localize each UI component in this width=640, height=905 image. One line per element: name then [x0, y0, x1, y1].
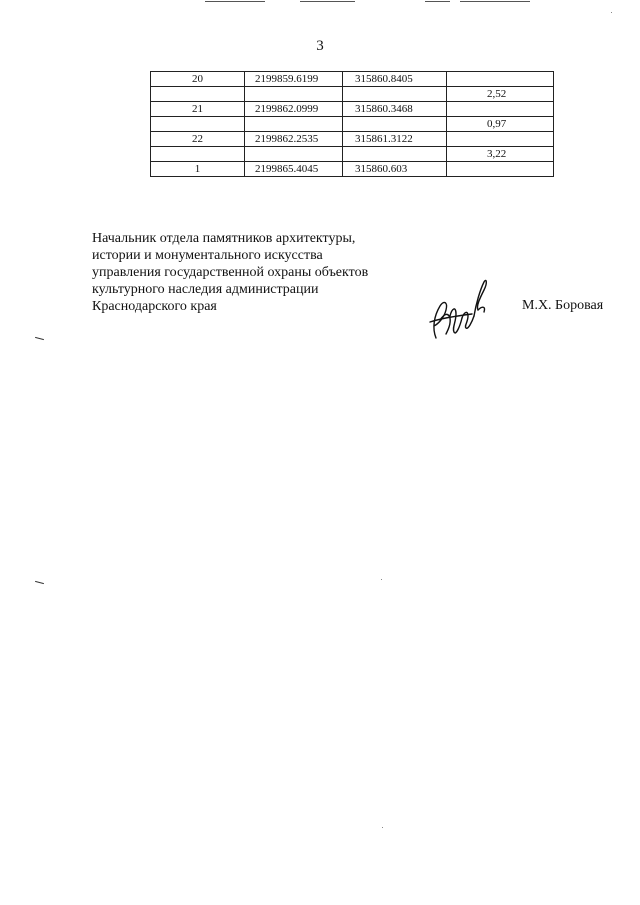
point-number-cell [151, 117, 245, 132]
signatory-position [92, 230, 412, 315]
x-coordinate-cell [245, 87, 343, 102]
page-number: 3 [316, 38, 324, 54]
position-line: Краснодарского края [92, 299, 217, 314]
distance-cell: 3,22 [447, 147, 554, 162]
distance-cell: 0,97 [447, 117, 554, 132]
y-coordinate-cell: 315860.8405 [343, 72, 447, 87]
x-coordinate-cell [245, 117, 343, 132]
x-coordinate-cell: 2199865.4045 [245, 162, 343, 177]
x-coordinate-cell [245, 147, 343, 162]
scan-speck [611, 12, 612, 13]
punch-hole-mark [35, 337, 44, 340]
signer-name: М.Х. Боровая [522, 298, 604, 313]
point-number-cell: 20 [151, 72, 245, 87]
scan-speck [382, 827, 383, 828]
table-row [151, 72, 554, 87]
point-number-cell: 21 [151, 102, 245, 117]
distance-cell [447, 72, 554, 87]
position-line: истории и монументального искусства [92, 248, 323, 263]
scan-speck [381, 579, 382, 580]
distance-cell [447, 162, 554, 177]
position-line: Начальник отдела памятников архитектуры, [92, 231, 356, 246]
position-line: управления государственной охраны объектов [92, 265, 369, 280]
distance-cell: 2,52 [447, 87, 554, 102]
y-coordinate-cell: 315860.603 [343, 162, 447, 177]
distance-cell [447, 102, 554, 117]
y-coordinate-cell [343, 87, 447, 102]
x-coordinate-cell: 2199862.2535 [245, 132, 343, 147]
punch-hole-mark [35, 581, 44, 584]
y-coordinate-cell: 315861.3122 [343, 132, 447, 147]
point-number-cell: 22 [151, 132, 245, 147]
distance-cell [447, 132, 554, 147]
x-coordinate-cell: 2199859.6199 [245, 72, 343, 87]
point-number-cell [151, 147, 245, 162]
table-row [151, 132, 554, 147]
y-coordinate-cell: 315860.3468 [343, 102, 447, 117]
table-row [151, 102, 554, 117]
handwritten-signature [422, 276, 494, 348]
y-coordinate-cell [343, 117, 447, 132]
table-row [151, 162, 554, 177]
table-row [151, 87, 554, 102]
y-coordinate-cell [343, 147, 447, 162]
x-coordinate-cell: 2199862.0999 [245, 102, 343, 117]
point-number-cell [151, 87, 245, 102]
scan-top-marks [0, 0, 640, 8]
table-row [151, 147, 554, 162]
point-number-cell: 1 [151, 162, 245, 177]
position-line: культурного наследия администрации [92, 282, 319, 297]
coordinates-table [150, 71, 554, 177]
table-row [151, 117, 554, 132]
